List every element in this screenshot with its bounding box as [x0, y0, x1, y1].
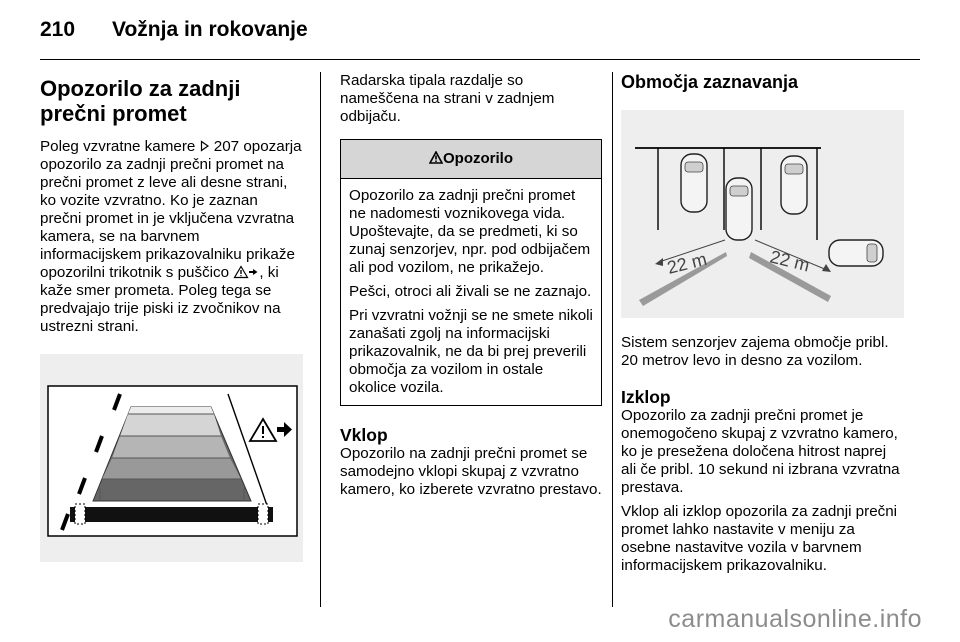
distance-label-right: 22 m [768, 246, 812, 276]
watermark: carmanualsonline.info [668, 605, 922, 633]
vklop-heading: Vklop [340, 425, 388, 445]
column-middle [340, 72, 602, 505]
page-reference-icon [200, 138, 210, 155]
column-divider-1 [320, 72, 321, 607]
page-number: 210 [40, 18, 76, 41]
zones-paragraph: Sistem senzorjev zajema območje pribl. 20 metrov levo in desno za vozilom. [621, 334, 889, 369]
vklop-paragraph: Opozorilo na zadnji prečni promet se samodejno vklopi skupaj z vzvratno kamero, ko izberete vzvratno prestavo. [340, 445, 602, 498]
izklop-paragraph-2: Vklop ali izklop opozorila za zadnji prečni promet lahko nastavite v meniju za osebne nastavitve vozila v barvnem informacijskem prikazovalniku. [621, 503, 898, 574]
camera-display-figure [40, 354, 303, 562]
izklop-heading: Izklop [621, 387, 671, 407]
warning-paragraph: Pri vzvratni vožnji se ne smete nikoli zanašati zgolj na informacijski prikazovalnik, ne da bi prej preverili območja za vozilom in ostale okolice vozila. [349, 307, 593, 396]
header-rule [40, 59, 920, 60]
intro-text-1: Poleg vzvratne kamere [40, 138, 200, 155]
warning-title: Opozorilo [443, 150, 513, 167]
warning-body [341, 179, 601, 405]
intro-text-3: , ki kaže smer prometa. Poleg tega se predvajajo trije piski iz zvočnikov na ustrezni strani. [40, 264, 281, 335]
warning-arrow-symbol-icon [233, 264, 259, 281]
intro-text-2: opozarja opozorilo za zadnji prečni promet na prečni promet z leve ali desne strani, ko vozite vzvratno. Ko je zaznan prečni promet in je vključena vzvratna kamera, se na barvnem informacijskem prikazovalniku prikaže opozorilni trikotnik s puščico [40, 138, 302, 281]
detection-zones-figure [621, 110, 904, 318]
distance-label-left: 22 m [665, 248, 709, 278]
warning-box [340, 139, 602, 406]
izklop-paragraph-1: Opozorilo za zadnji prečni promet je onemogočeno skupaj z vzvratno kamero, ko je presežena določena hitrost naprej ali če pribl. 10 sekund ni izbrana vzvratna prestava. [621, 407, 900, 496]
warning-paragraph: Pešci, otroci ali živali se ne zaznajo. [349, 283, 592, 300]
warning-triangle-icon [429, 150, 443, 167]
chapter-title: Vožnja in rokovanje [112, 18, 308, 41]
page-reference-link[interactable]: 207 [213, 138, 240, 155]
column-right [621, 72, 904, 581]
intro-paragraph [40, 138, 303, 336]
column-divider-2 [612, 72, 613, 607]
section-title-zones: Območja zaznavanja [621, 72, 799, 92]
warning-paragraph: Opozorilo za zadnji prečni promet ne nadomesti voznikovega vida. Upoštevajte, da se predmeti, ki so zunaj senzorjev, npr. pod odbijačem ali pod vozilom, ne prikažejo. [349, 187, 591, 276]
column-left [40, 72, 303, 562]
section-title-rcta: Opozorilo za zadnji prečni promet [40, 76, 241, 126]
warning-header [341, 140, 601, 179]
sensors-paragraph: Radarska tipala razdalje so nameščena na strani v zadnjem odbijaču. [340, 72, 555, 125]
page-header [40, 18, 308, 42]
